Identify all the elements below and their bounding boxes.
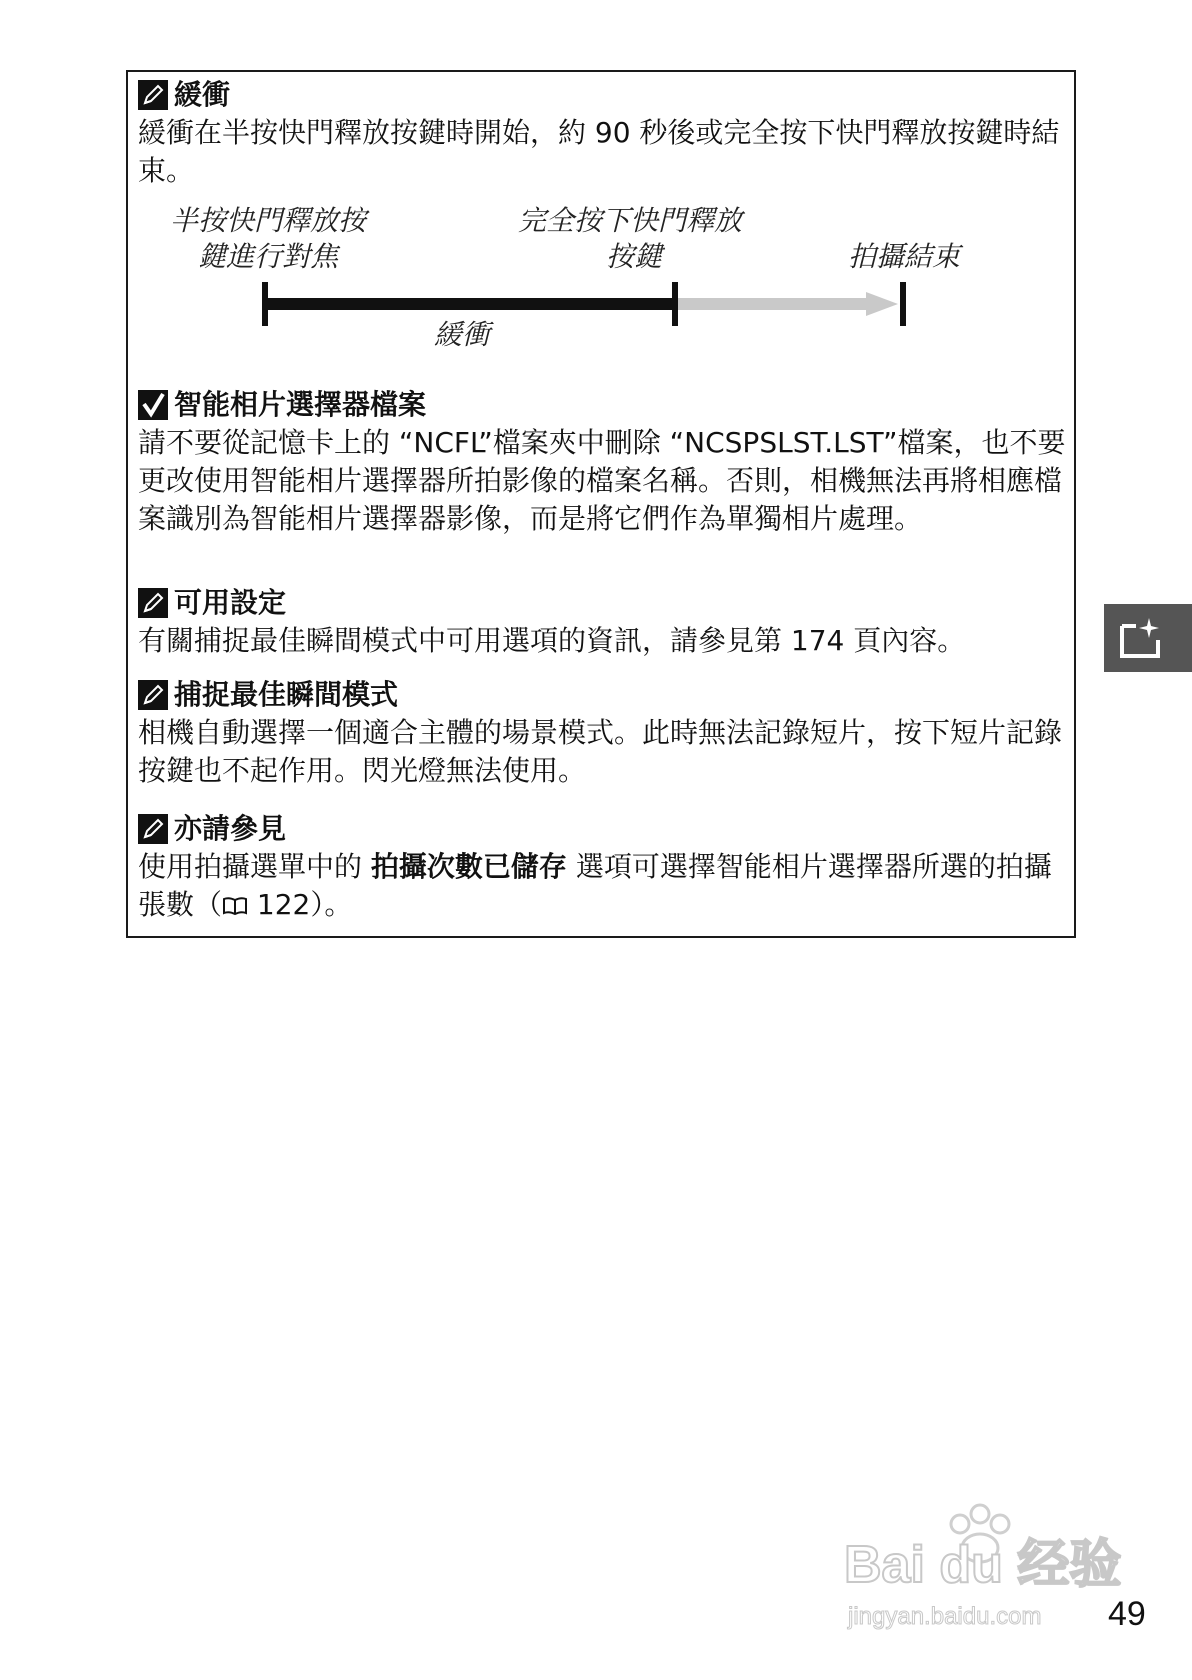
note-title: 捕捉最佳瞬間模式: [174, 678, 399, 711]
reference-page-link[interactable]: 122: [256, 888, 311, 921]
pencil-note-icon: [138, 680, 168, 710]
book-reference-icon: [222, 896, 248, 916]
pencil-note-icon: [138, 80, 168, 110]
label-full-press-line2: 按鍵: [605, 240, 662, 273]
label-half-press-line1: 半按快門釋放按: [169, 204, 366, 237]
smart-photo-selector-icon: [1116, 614, 1164, 662]
chapter-tab[interactable]: [1104, 604, 1192, 672]
note-available-settings: [138, 584, 1066, 660]
label-full-press-line1: 完全按下快門釋放: [517, 204, 742, 237]
label-shooting-ends: 拍攝結束: [847, 240, 960, 273]
end-marker: [900, 282, 906, 326]
label-half-press-line2: 鍵進行對焦: [197, 240, 338, 273]
watermark-brand: Bai du 经验: [844, 1536, 1122, 1594]
note-body: 有關捕捉最佳瞬間模式中可用選項的資訊，請參見第 174 頁內容。: [138, 624, 966, 657]
page-number: 49: [1108, 1595, 1146, 1633]
menu-option-name: 拍攝次數已儲存: [370, 850, 567, 883]
note-body: 緩衝在半按快門釋放按鍵時開始，約 90 秒後或完全按下快門釋放按鍵時結束。: [138, 116, 1060, 187]
note-buffering: [138, 76, 1066, 190]
after-buffer-arrow: [674, 292, 898, 316]
note-body: 請不要從記憶卡上的 “NCFL”檔案夾中刪除 “NCSPSLST.LST”檔案，也不要更改使用智能相片選擇器所拍影像的檔案名稱。否則，相機無法再將相應檔案識別為智能相片選擇器影像，而是將它們作為單獨相片處理。: [138, 426, 1066, 535]
pencil-note-icon: [138, 588, 168, 618]
watermark-url: jingyan.baidu.com: [848, 1603, 1042, 1630]
note-body: 使用拍攝選單中的 拍攝次數已儲存 選項可選擇智能相片選擇器所選的拍攝張數（ 122）。: [138, 850, 1052, 921]
note-title: 智能相片選擇器檔案: [174, 388, 427, 421]
buffer-bar: [266, 298, 674, 310]
note-body: 相機自動選擇一個適合主體的場景模式。此時無法記錄短片，按下短片記錄按鍵也不起作用。閃光燈無法使用。: [138, 716, 1063, 787]
label-buffer: 緩衝: [433, 318, 490, 351]
note-see-also: [138, 810, 1066, 924]
notes-box: [126, 70, 1076, 938]
note-smart-photo-files: [138, 386, 1066, 538]
note-title: 亦請參見: [174, 812, 287, 845]
pencil-note-icon: [138, 814, 168, 844]
half-press-marker: [262, 282, 268, 326]
checkmark-caution-icon: [138, 390, 168, 420]
full-press-marker: [672, 282, 678, 326]
note-title: 緩衝: [174, 78, 231, 111]
baidu-watermark: [840, 1496, 1140, 1636]
note-best-moment-mode: [138, 676, 1066, 790]
note-title: 可用設定: [174, 586, 287, 619]
